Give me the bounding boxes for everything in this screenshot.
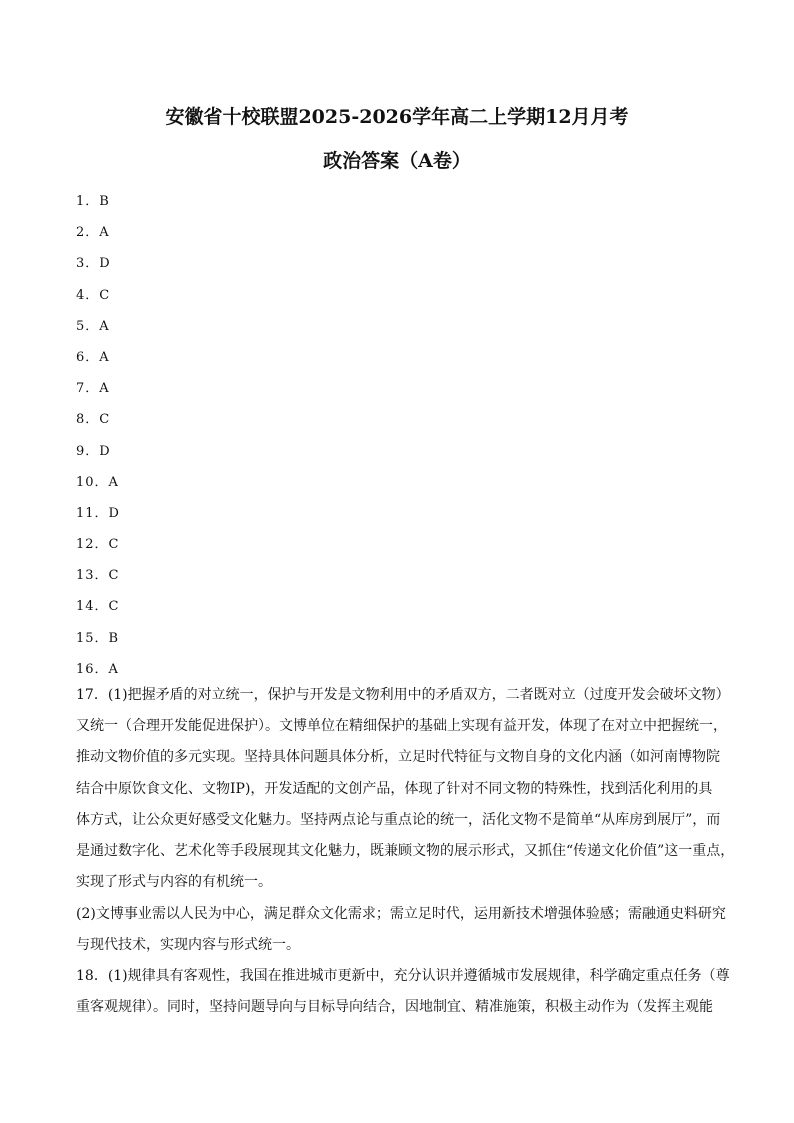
q17-line: 是通过数字化、艺术化等手段展现其文化魅力，既兼顾文物的展示形式，又抓住“传递文化价值”这一重点， bbox=[76, 842, 735, 859]
choice-answer-9: 9．D bbox=[76, 443, 111, 459]
choice-answer-list bbox=[76, 186, 120, 685]
choice-answer-5: 5．A bbox=[76, 318, 110, 334]
choice-answer-7: 7．A bbox=[76, 381, 110, 397]
q17-line: 17．(1)把握矛盾的对立统一，保护与开发是文物利用中的矛盾双方，二者既对立（过度开发会破坏文物） bbox=[76, 687, 730, 703]
choice-answer-1: 1．B bbox=[76, 194, 110, 209]
question-18-part-1 bbox=[76, 961, 730, 1023]
q17-line: 推动文物价值的多元实现。坚持具体问题具体分析，立足时代特征与文物自身的文化内涵（如河南博物院 bbox=[76, 749, 720, 766]
choice-answer-11: 11．D bbox=[76, 505, 120, 521]
choice-answer-15: 15．B bbox=[76, 630, 120, 646]
choice-answer-8: 8．C bbox=[76, 412, 111, 428]
choice-answer-12: 12．C bbox=[76, 537, 120, 553]
q17-line: 体方式，让公众更好感受文化魅力。坚持两点论与重点论的统一，活化文物不是简单“从库房到展厅”，而 bbox=[76, 811, 721, 828]
choice-answer-13: 13．C bbox=[76, 568, 120, 584]
question-17-part-2 bbox=[76, 899, 724, 961]
q17-line: 结合中原饮食文化、文物IP)，开发适配的文创产品，体现了针对不同文物的特殊性，找到活化利用的具 bbox=[76, 780, 713, 797]
choice-answer-14: 14．C bbox=[76, 599, 120, 615]
choice-answer-6: 6．A bbox=[76, 349, 110, 365]
question-17-part-1 bbox=[76, 680, 735, 898]
q18-line: 重客观规律）。同时，坚持问题导向与目标导向结合，因地制宜、精准施策，积极主动作为（发挥主观能 bbox=[76, 999, 713, 1016]
document-title: 安徽省十校联盟2025-2026学年高二上学期12月月考 bbox=[165, 106, 629, 128]
choice-answer-2: 2．A bbox=[76, 225, 110, 241]
choice-answer-16: 16．A bbox=[76, 661, 119, 677]
q17-part2-line: (2)文博事业需以人民为中心，满足群众文化需求；需立足时代，运用新技术增强体验感；需融通史料研究 bbox=[76, 906, 726, 922]
choice-answer-10: 10．A bbox=[76, 474, 119, 490]
choice-answer-3: 3．D bbox=[76, 256, 111, 272]
q18-line: 18．(1)规律具有客观性，我国在推进城市更新中，充分认识并遵循城市发展规律，科学确定重点任务（尊 bbox=[76, 968, 730, 984]
document-subtitle: 政治答案（A卷） bbox=[323, 150, 471, 172]
q17-line: 又统一（合理开发能促进保护）。文博单位在精细保护的基础上实现有益开发，体现了在对立中把握统一， bbox=[76, 718, 727, 735]
q17-line: 实现了形式与内容的有机统一。 bbox=[76, 874, 272, 891]
q17-part2-line: 与现代技术，实现内容与形式统一。 bbox=[76, 937, 300, 954]
choice-answer-4: 4．C bbox=[76, 287, 111, 303]
